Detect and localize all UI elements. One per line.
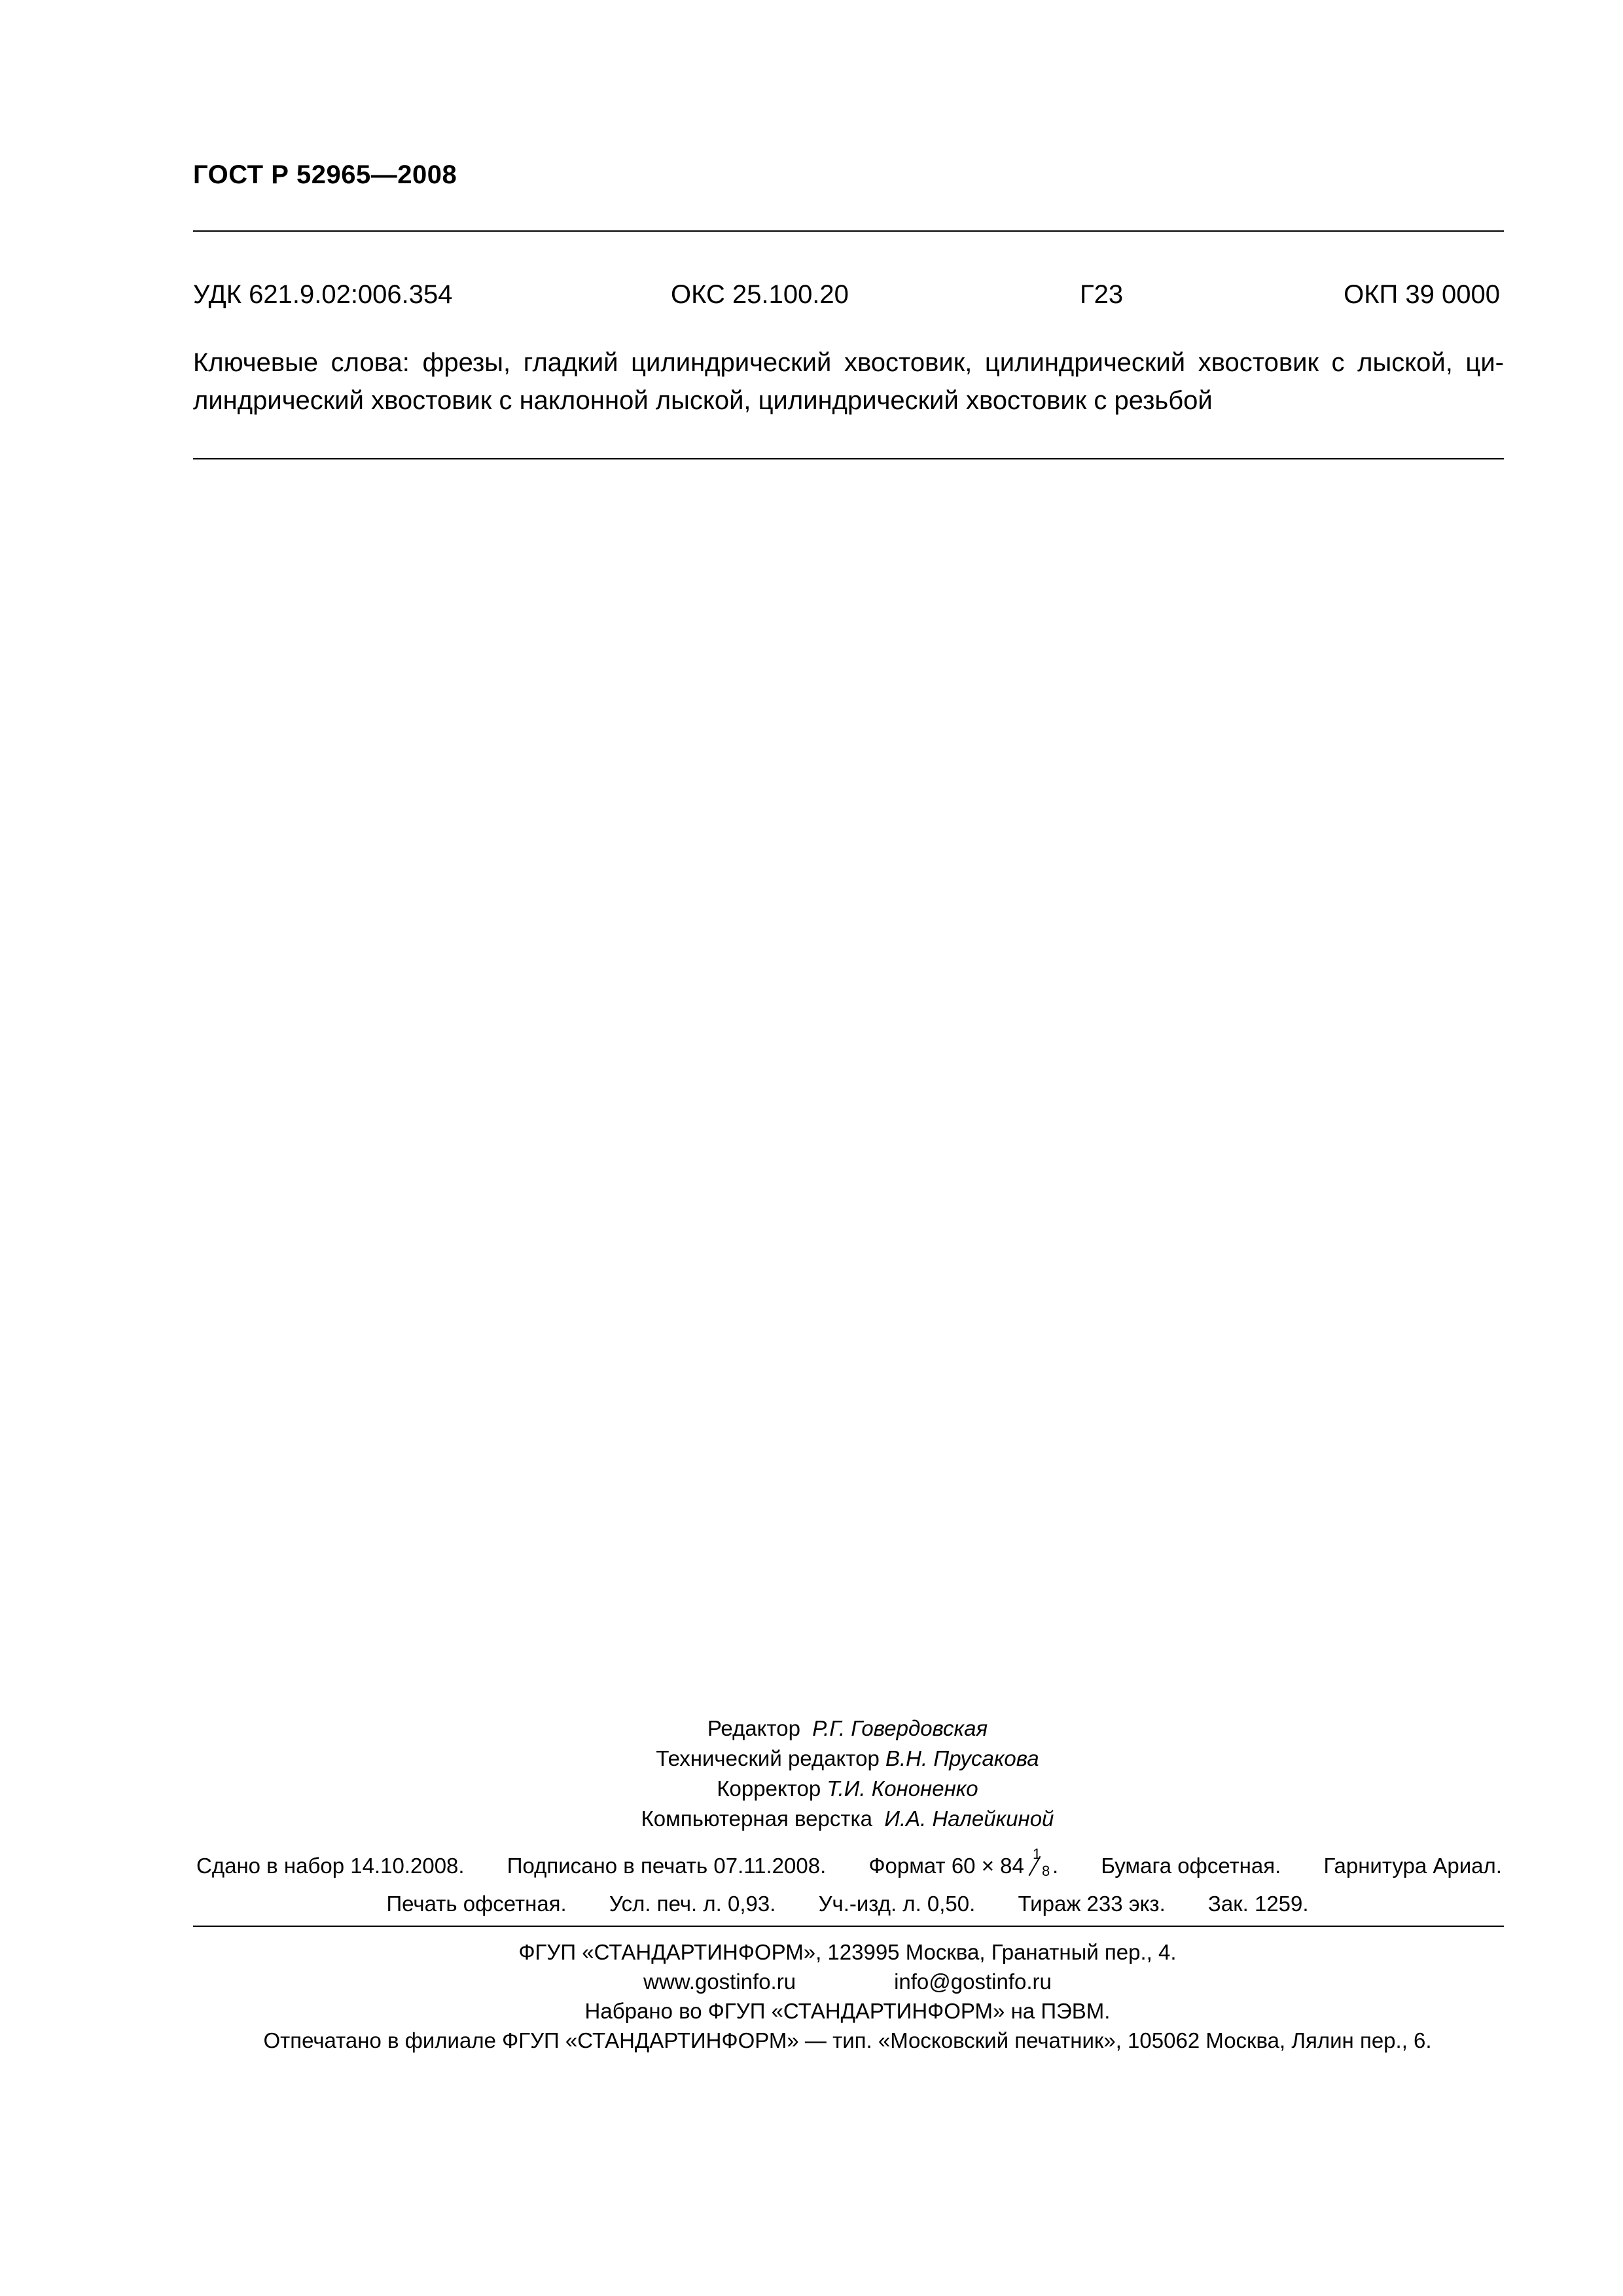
proofreader-label: Корректор <box>717 1776 821 1801</box>
keywords-line-2: линдрический хвостовик с наклонной лыской, цилиндрический хвостовик с резьбой <box>193 386 1213 415</box>
typeface: Гарнитура Ариал. <box>1323 1854 1502 1878</box>
format-denominator: 8 <box>1042 1863 1050 1879</box>
layout-name: И.А. Налейкиной <box>884 1806 1054 1831</box>
proofreader-name: Т.И. Кононенко <box>827 1776 978 1801</box>
contact-row <box>196 1967 1499 1996</box>
document-id: ГОСТ Р 52965—2008 <box>193 160 457 189</box>
layout-row <box>196 1804 1499 1834</box>
typeset-note: Набрано во ФГУП «СТАНДАРТИНФОРМ» на ПЭВМ. <box>584 1999 1111 2023</box>
keywords-block <box>193 344 1504 420</box>
editor-label: Редактор <box>707 1716 800 1740</box>
editor-name: Р.Г. Говердовская <box>812 1716 988 1740</box>
format-fraction <box>1030 1846 1052 1879</box>
email-link[interactable]: info@gostinfo.ru <box>894 1969 1052 1994</box>
pub-sheets: Уч.-изд. л. 0,50. <box>818 1892 976 1916</box>
format-info <box>868 1846 1059 1879</box>
imprint-row-2 <box>196 1885 1499 1923</box>
circulation: Тираж 233 экз. <box>1018 1892 1166 1916</box>
website-link[interactable]: www.gostinfo.ru <box>643 1969 796 1994</box>
proofreader-row <box>196 1774 1499 1804</box>
udk-code: УДК 621.9.02:006.354 <box>193 280 453 309</box>
tech-editor-label: Технический редактор <box>656 1746 880 1770</box>
tech-editor-row <box>196 1744 1499 1774</box>
format-prefix: Формат 60 × 84 <box>868 1854 1024 1878</box>
layout-label: Компьютерная верстка <box>641 1806 872 1831</box>
publisher-footer <box>196 1937 1499 2055</box>
paper-type: Бумага офсетная. <box>1101 1854 1281 1878</box>
top-divider <box>193 230 1504 232</box>
signed-date: Подписано в печать 07.11.2008. <box>507 1854 827 1878</box>
okp-code: ОКП 39 0000 <box>1344 280 1500 309</box>
oks-code: ОКС 25.100.20 <box>671 280 849 309</box>
tech-editor-name: В.Н. Прусакова <box>885 1746 1039 1770</box>
submitted-date: Сдано в набор 14.10.2008. <box>196 1854 465 1878</box>
credits-block <box>196 1713 1499 1834</box>
printing-method: Печать офсетная. <box>386 1892 567 1916</box>
group-code: Г23 <box>1080 280 1124 309</box>
print-sheets: Усл. печ. л. 0,93. <box>609 1892 776 1916</box>
format-suffix: . <box>1052 1854 1059 1878</box>
editor-row <box>196 1713 1499 1744</box>
classification-codes <box>193 280 1504 313</box>
footer-divider <box>193 1926 1504 1927</box>
imprint-block <box>196 1846 1502 1923</box>
order-number: Зак. 1259. <box>1207 1892 1309 1916</box>
keywords-divider <box>193 458 1504 459</box>
imprint-row-1 <box>196 1846 1502 1885</box>
keywords-line-1: Ключевые слова: фрезы, гладкий цилиндрический хвостовик, цилиндрический хвостовик с лыской, ци- <box>193 348 1504 377</box>
publisher-address: ФГУП «СТАНДАРТИНФОРМ», 123995 Москва, Гранатный пер., 4. <box>518 1940 1177 1964</box>
format-numerator: 1 <box>1033 1846 1041 1862</box>
printed-note: Отпечатано в филиале ФГУП «СТАНДАРТИНФОРМ» — тип. «Московский печатник», 105062 Москва, Лялин пер., 6. <box>263 2028 1432 2053</box>
